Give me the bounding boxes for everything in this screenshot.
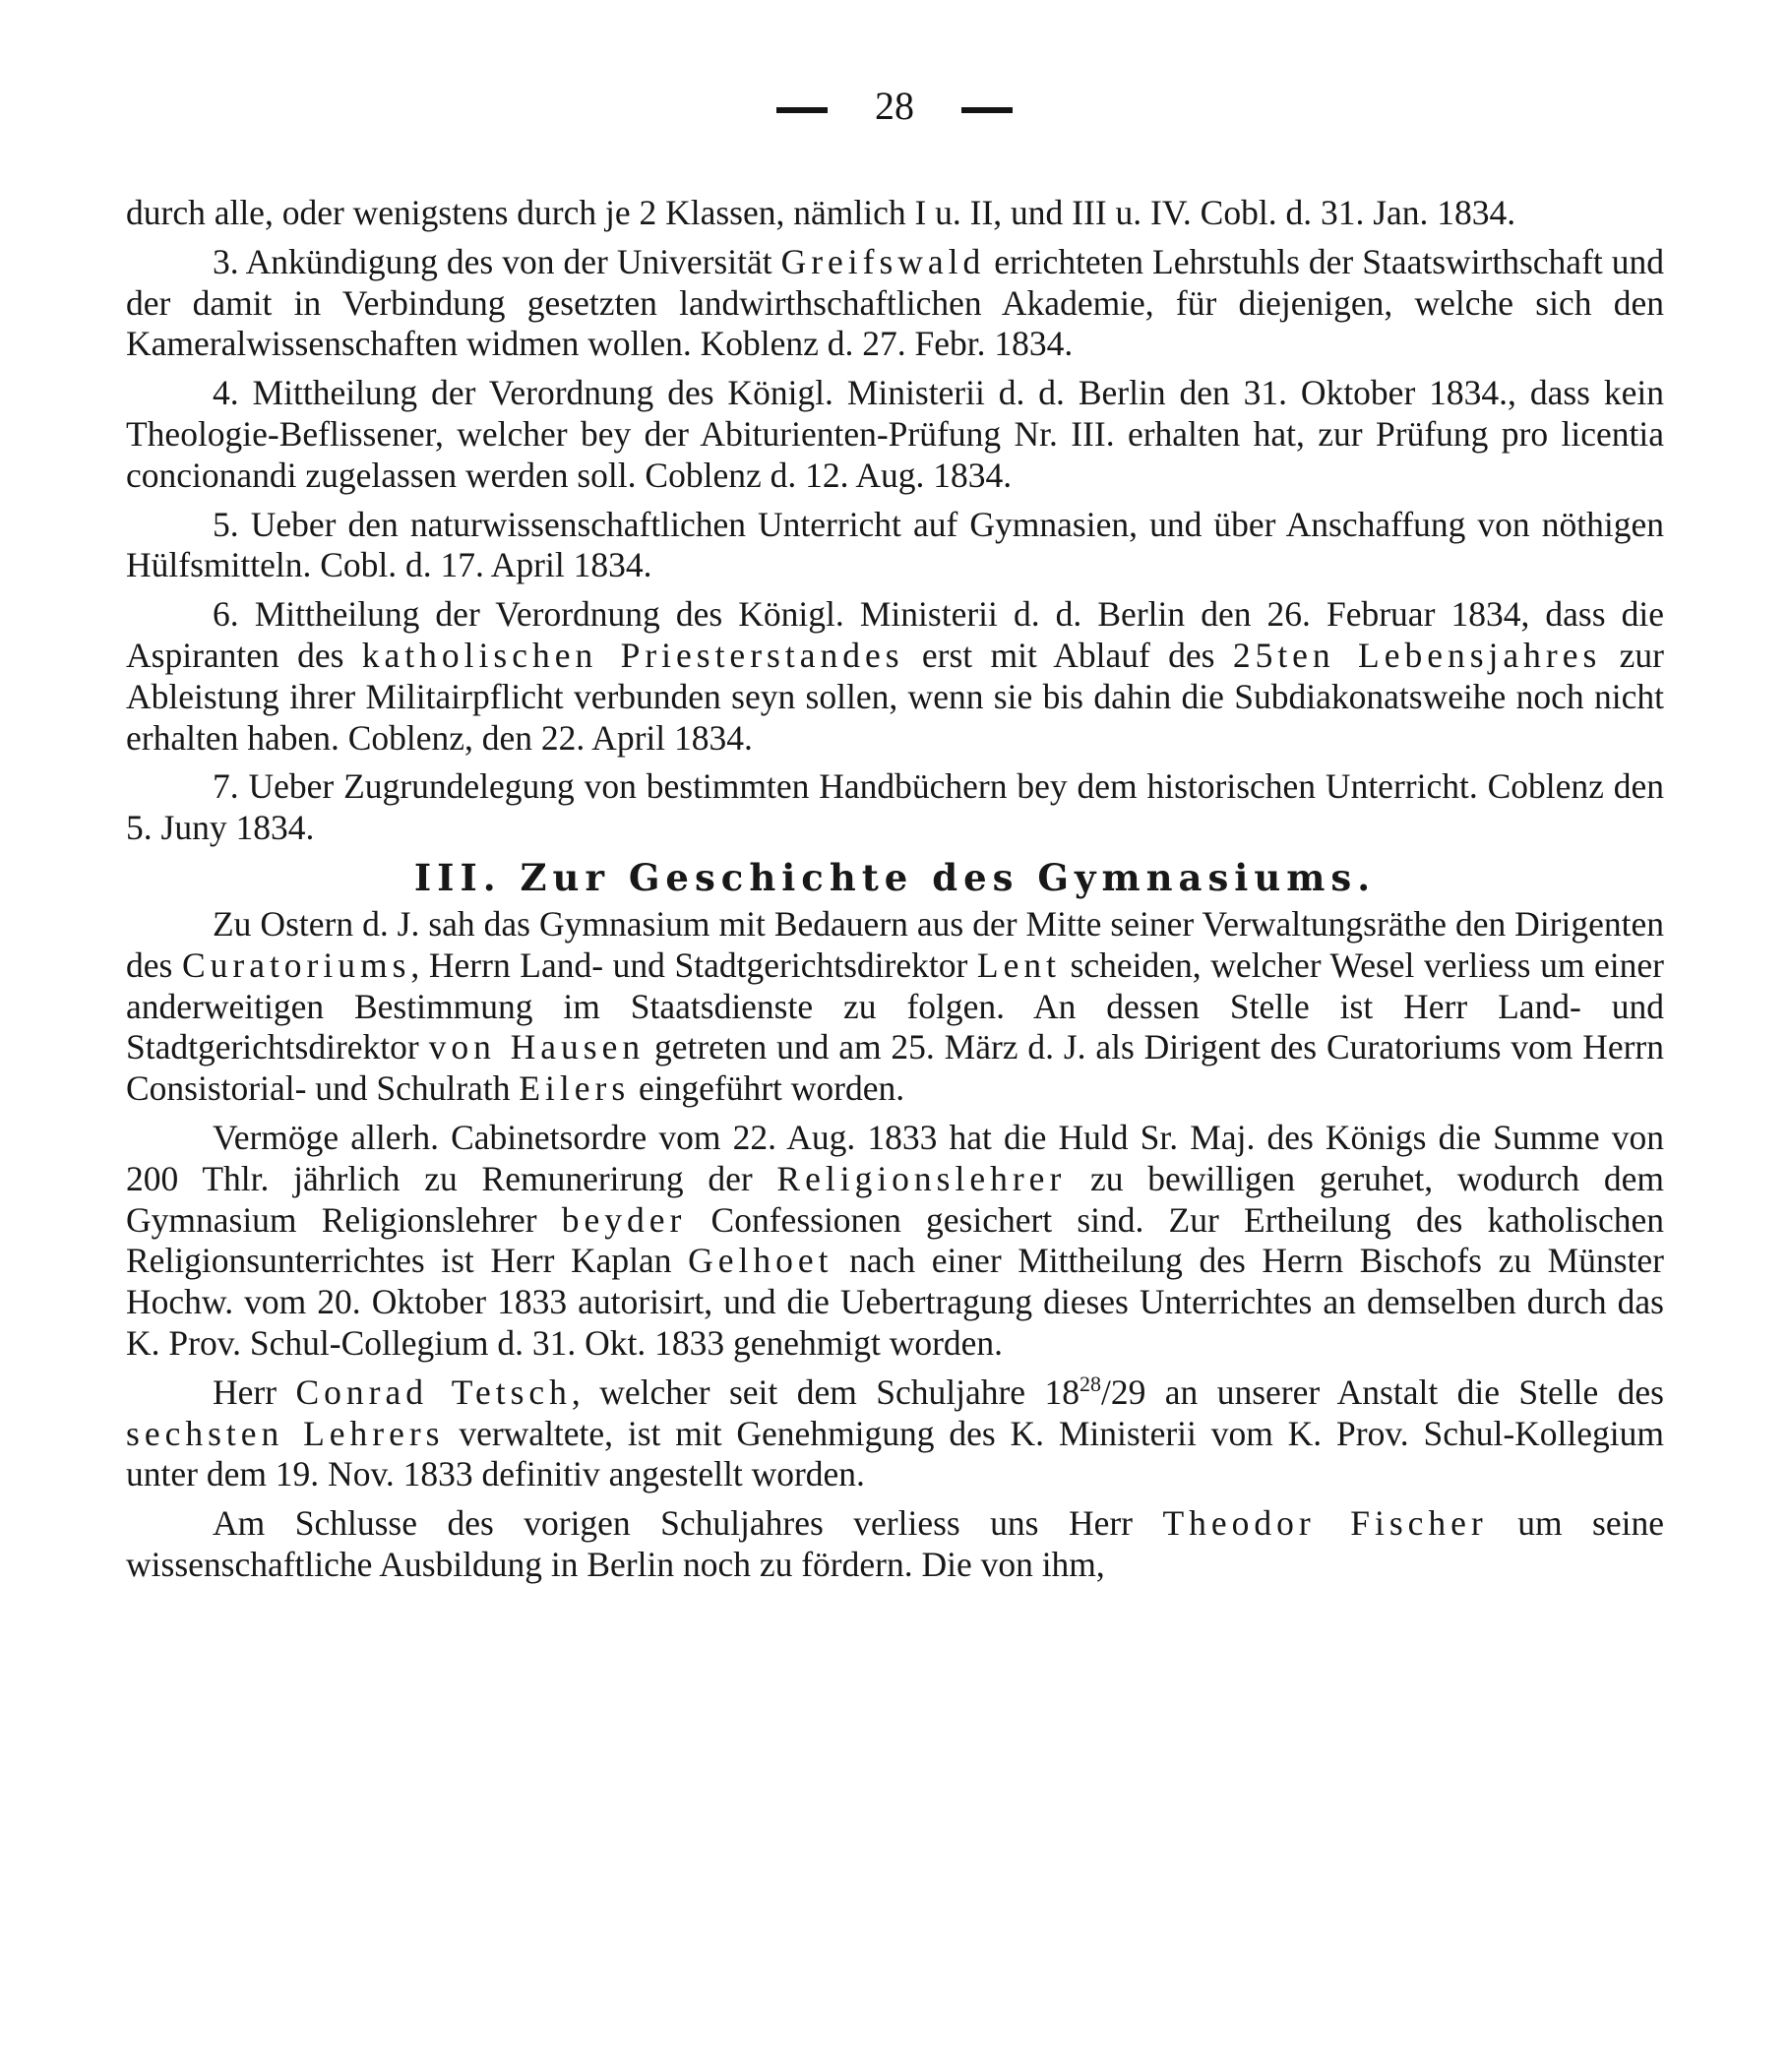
header-dash-left [776, 107, 828, 113]
page-body [126, 193, 1664, 1586]
list-item-6: 6. Mittheilung der Verordnung des Königl. Ministerii d. d. Berlin den 26. Februar 1834, dass die Aspiranten des katholischen Priesterstandes erst mit Ablauf des 25ten Lebensjahres zur Ableistung ihrer Militairpflicht verbunden seyn sollen, wenn sie bis dahin die Subdiakonatsweihe noch nicht erhalten haben. Coblenz, den 22. April 1834. [126, 594, 1665, 758]
paragraph-curatorium: Zu Ostern d. J. sah das Gymnasium mit Bedauern aus der Mitte seiner Verwaltungsräthe den Dirigenten des Curatoriums, Herrn Land- und Stadtgerichtsdirektor Lent scheiden, welcher Wesel verliess um einer anderweitigen Bestimmung im Staatsdienste zu folgen. An dessen Stelle ist Herr Land- und Stadtgerichtsdirektor von Hausen getreten und am 25. März d. J. als Dirigent des Curatoriums vom Herrn Consistorial- und Schulrath Eilers eingeführt worden. [126, 903, 1664, 1109]
list-item-7: 7. Ueber Zugrundelegung von bestimmten Handbüchern bey dem historischen Unterricht. Coblenz den 5. Juny 1834. [126, 766, 1665, 848]
list-item-5: 5. Ueber den naturwissenschaftlichen Unterricht auf Gymnasien, und über Anschaffung von nöthigen Hülfsmitteln. Cobl. d. 17. April 1834. [126, 504, 1664, 585]
list-item-3: 3. Ankündigung des von der Universität Greifswald errichteten Lehrstuhls der Staatswirthschaft und der damit in Verbindung gesetzten landwirthschaftlichen Akademie, für diejenigen, welche sich den Kameralwissenschaften widmen wollen. Koblenz d. 27. Febr. 1834. [126, 241, 1664, 364]
header-dash-right [961, 107, 1013, 113]
section-heading: III. Zur Geschichte des Gymnasiums. [413, 855, 1377, 899]
paragraph-tetsch: Herr Conrad Tetsch, welcher seit dem Schuljahre $18^{28}/29$ an unserer Anstalt die Stelle des sechsten Lehrers verwaltete, ist mit Genehmigung des K. Ministerii vom K. Prov. Schul-Kollegium unter dem 19. Nov. 1833 definitiv angestellt worden. [126, 1371, 1665, 1494]
paragraph-religionslehrer: Vermöge allerh. Cabinetsordre vom 22. Aug. 1833 hat die Huld Sr. Maj. des Königs die Summe von 200 Thlr. jährlich zu Remunerirung der Religionslehrer zu bewilligen geruhet, wodurch dem Gymnasium Religionslehrer beyder Confessionen gesichert sind. Zur Ertheilung des katholischen Religionsunterrichtes ist Herr Kaplan Gelhoet nach einer Mittheilung des Herrn Bischofs zu Münster Hochw. vom 20. Oktober 1833 autorisirt, und die Uebertragung dieses Unterrichtes an demselben durch das K. Prov. Schul-Collegium d. 31. Okt. 1833 genehmigt worden. [126, 1117, 1664, 1363]
paragraph-fischer: Am Schlusse des vorigen Schuljahres verliess uns Herr Theodor Fischer um seine wissenschaftliche Ausbildung in Berlin noch zu fördern. Die von ihm, [126, 1503, 1664, 1584]
page-header [0, 84, 1789, 128]
list-item-continuation: durch alle, oder wenigstens durch je 2 Klassen, nämlich I u. II, und III u. IV. Cobl. d. 31. Jan. 1834. [126, 193, 1516, 232]
page-number: 28 [875, 84, 914, 128]
list-item-4: 4. Mittheilung der Verordnung des Königl. Ministerii d. d. Berlin den 31. Oktober 1834., dass kein Theologie-Beflissener, welcher bey der Abiturienten-Prüfung Nr. III. erhalten hat, zur Prüfung pro licentia concionandi zugelassen werden soll. Coblenz d. 12. Aug. 1834. [126, 373, 1665, 495]
